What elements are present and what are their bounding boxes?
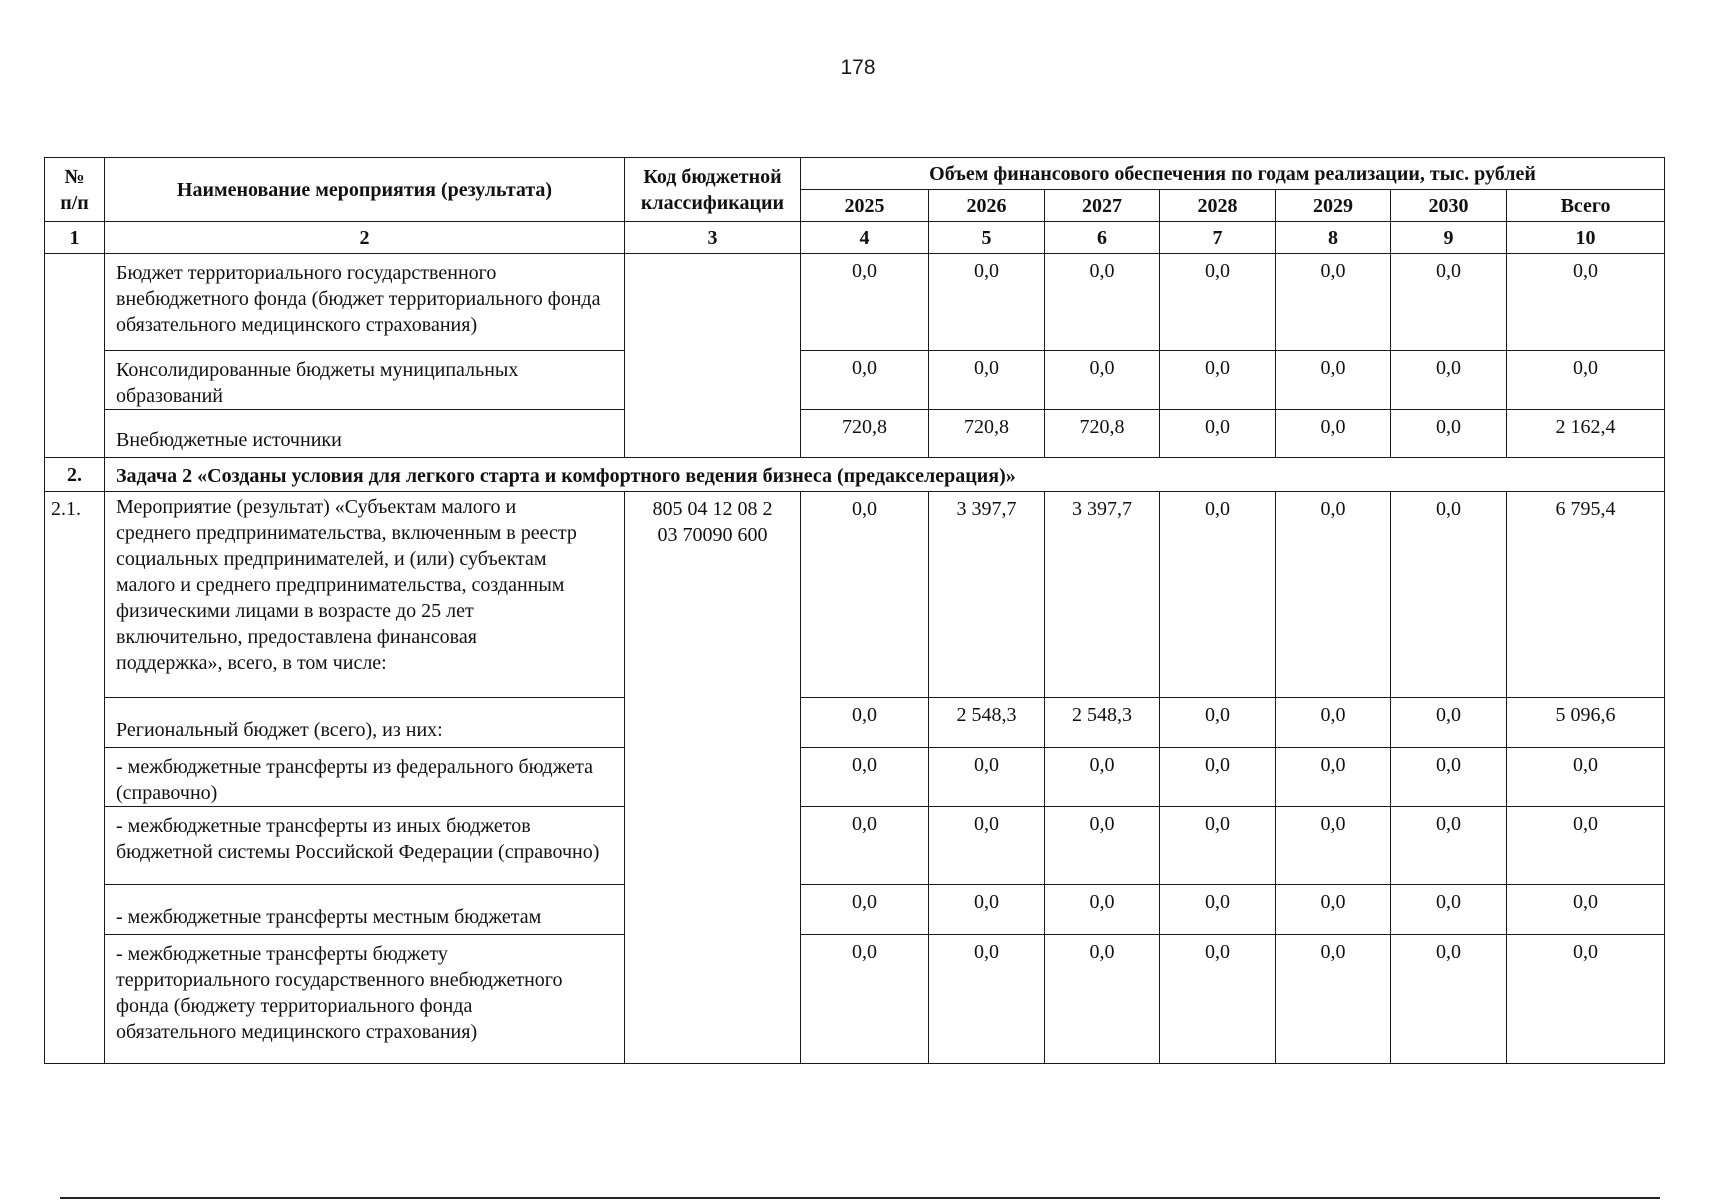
row-label: Консолидированные бюджеты муниципальных образований — [105, 351, 625, 410]
value-cell: 0,0 — [1391, 351, 1507, 410]
value-cell: 0,0 — [1160, 698, 1276, 748]
table-row — [45, 351, 1665, 410]
value-cell: 0,0 — [1391, 885, 1507, 935]
value-cell: 720,8 — [1045, 410, 1160, 458]
column-number: 8 — [1276, 222, 1391, 254]
header-name: Наименование мероприятия (результата) — [105, 158, 625, 222]
empty-code-cell — [625, 254, 801, 458]
measure-number: 2.1. — [45, 492, 105, 1064]
row-label: Внебюджетные источники — [105, 410, 625, 458]
budget-code-text: 805 04 12 08 2 03 70090 600 — [652, 498, 773, 546]
column-number: 7 — [1160, 222, 1276, 254]
value-cell: 0,0 — [1276, 492, 1391, 698]
row-label: - межбюджетные трансферты местным бюджетам — [105, 885, 625, 935]
footer-rule — [60, 1197, 1660, 1199]
table-row — [45, 807, 1665, 885]
table-row — [45, 885, 1665, 935]
column-numbers-row — [45, 222, 1665, 254]
value-cell: 0,0 — [1391, 492, 1507, 698]
header-total: Всего — [1507, 190, 1665, 222]
value-cell: 0,0 — [1391, 410, 1507, 458]
task-row — [45, 458, 1665, 492]
total-cell: 0,0 — [1507, 748, 1665, 807]
value-cell: 0,0 — [1276, 410, 1391, 458]
column-number: 9 — [1391, 222, 1507, 254]
row-label — [105, 492, 625, 698]
value-cell: 0,0 — [1391, 254, 1507, 351]
measure-label: Мероприятие (результат) «Субъектам малого и среднего предпринимательства, включенным в реестр социальных предпринимателей, и (или) субъектам малого и среднего предпринимательства, созданным физическими лицами в возрасте до 25 лет включительно, предоставлена финансовая поддержка», всего, в том числе: — [116, 496, 577, 674]
value-cell: 0,0 — [801, 351, 929, 410]
value-cell: 0,0 — [1160, 351, 1276, 410]
value-cell: 0,0 — [801, 492, 929, 698]
value-cell: 0,0 — [929, 351, 1045, 410]
value-cell: 0,0 — [801, 885, 929, 935]
value-cell: 720,8 — [801, 410, 929, 458]
value-cell: 0,0 — [1160, 410, 1276, 458]
row-label: - межбюджетные трансферты из иных бюджетов бюджетной системы Российской Федерации (справочно) — [105, 807, 625, 885]
value-cell: 0,0 — [1276, 254, 1391, 351]
table-row — [45, 935, 1665, 1064]
header-year: 2025 — [801, 190, 929, 222]
value-cell: 0,0 — [1045, 748, 1160, 807]
task-number: 2. — [45, 458, 105, 492]
table-row — [45, 748, 1665, 807]
header-code: Код бюджетной классификации — [625, 158, 801, 222]
value-cell: 0,0 — [1276, 807, 1391, 885]
value-cell: 3 397,7 — [929, 492, 1045, 698]
value-cell: 0,0 — [929, 885, 1045, 935]
total-cell: 0,0 — [1507, 254, 1665, 351]
value-cell: 0,0 — [929, 748, 1045, 807]
header-year: 2028 — [1160, 190, 1276, 222]
value-cell: 0,0 — [1160, 748, 1276, 807]
page-number: 178 — [840, 56, 876, 79]
empty-num-cell — [45, 254, 105, 458]
value-cell: 0,0 — [929, 935, 1045, 1064]
total-cell: 0,0 — [1507, 351, 1665, 410]
value-cell: 0,0 — [801, 935, 929, 1064]
value-cell: 2 548,3 — [929, 698, 1045, 748]
value-cell: 0,0 — [801, 698, 929, 748]
header-num: № п/п — [45, 158, 105, 222]
total-cell: 6 795,4 — [1507, 492, 1665, 698]
value-cell: 0,0 — [1276, 748, 1391, 807]
table-row — [45, 254, 1665, 351]
column-number: 5 — [929, 222, 1045, 254]
table-row — [45, 698, 1665, 748]
column-number: 4 — [801, 222, 929, 254]
value-cell: 0,0 — [1045, 935, 1160, 1064]
budget-code — [625, 492, 801, 1064]
column-number: 10 — [1507, 222, 1665, 254]
value-cell: 0,0 — [1160, 885, 1276, 935]
value-cell: 720,8 — [929, 410, 1045, 458]
value-cell: 0,0 — [801, 254, 929, 351]
value-cell: 0,0 — [801, 748, 929, 807]
row-label: Региональный бюджет (всего), из них: — [105, 698, 625, 748]
header-year: 2029 — [1276, 190, 1391, 222]
column-number: 2 — [105, 222, 625, 254]
total-cell: 2 162,4 — [1507, 410, 1665, 458]
value-cell: 0,0 — [1160, 807, 1276, 885]
value-cell: 0,0 — [1276, 935, 1391, 1064]
column-number: 6 — [1045, 222, 1160, 254]
header-volume: Объем финансового обеспечения по годам реализации, тыс. рублей — [801, 158, 1665, 190]
financing-table — [44, 157, 1665, 1064]
value-cell: 0,0 — [1045, 807, 1160, 885]
column-number: 3 — [625, 222, 801, 254]
value-cell: 0,0 — [1391, 748, 1507, 807]
total-cell: 0,0 — [1507, 885, 1665, 935]
header-year: 2030 — [1391, 190, 1507, 222]
value-cell: 0,0 — [1045, 885, 1160, 935]
value-cell: 2 548,3 — [1045, 698, 1160, 748]
value-cell: 0,0 — [1276, 885, 1391, 935]
value-cell: 0,0 — [1276, 698, 1391, 748]
value-cell: 0,0 — [1045, 351, 1160, 410]
value-cell: 0,0 — [1391, 698, 1507, 748]
header-year: 2027 — [1045, 190, 1160, 222]
value-cell: 0,0 — [1045, 254, 1160, 351]
value-cell: 0,0 — [1391, 807, 1507, 885]
table-row — [45, 410, 1665, 458]
value-cell: 0,0 — [1160, 254, 1276, 351]
value-cell: 3 397,7 — [1045, 492, 1160, 698]
table-row — [45, 492, 1665, 698]
total-cell: 0,0 — [1507, 935, 1665, 1064]
total-cell: 0,0 — [1507, 807, 1665, 885]
header-year: 2026 — [929, 190, 1045, 222]
header-row — [45, 158, 1665, 190]
value-cell: 0,0 — [929, 254, 1045, 351]
value-cell: 0,0 — [929, 807, 1045, 885]
task-title: Задача 2 «Созданы условия для легкого старта и комфортного ведения бизнеса (предакселерация)» — [105, 458, 1665, 492]
value-cell: 0,0 — [1391, 935, 1507, 1064]
row-label: - межбюджетные трансферты бюджету территориального государственного внебюджетного фонда (бюджету территориального фонда обязательного медицинского страхования) — [105, 935, 625, 1064]
total-cell: 5 096,6 — [1507, 698, 1665, 748]
row-label: Бюджет территориального государственного внебюджетного фонда (бюджет территориального фонда обязательного медицинского страхования) — [105, 254, 625, 351]
value-cell: 0,0 — [1160, 935, 1276, 1064]
value-cell: 0,0 — [1276, 351, 1391, 410]
value-cell: 0,0 — [1160, 492, 1276, 698]
column-number: 1 — [45, 222, 105, 254]
value-cell: 0,0 — [801, 807, 929, 885]
row-label: - межбюджетные трансферты из федерального бюджета (справочно) — [105, 748, 625, 807]
